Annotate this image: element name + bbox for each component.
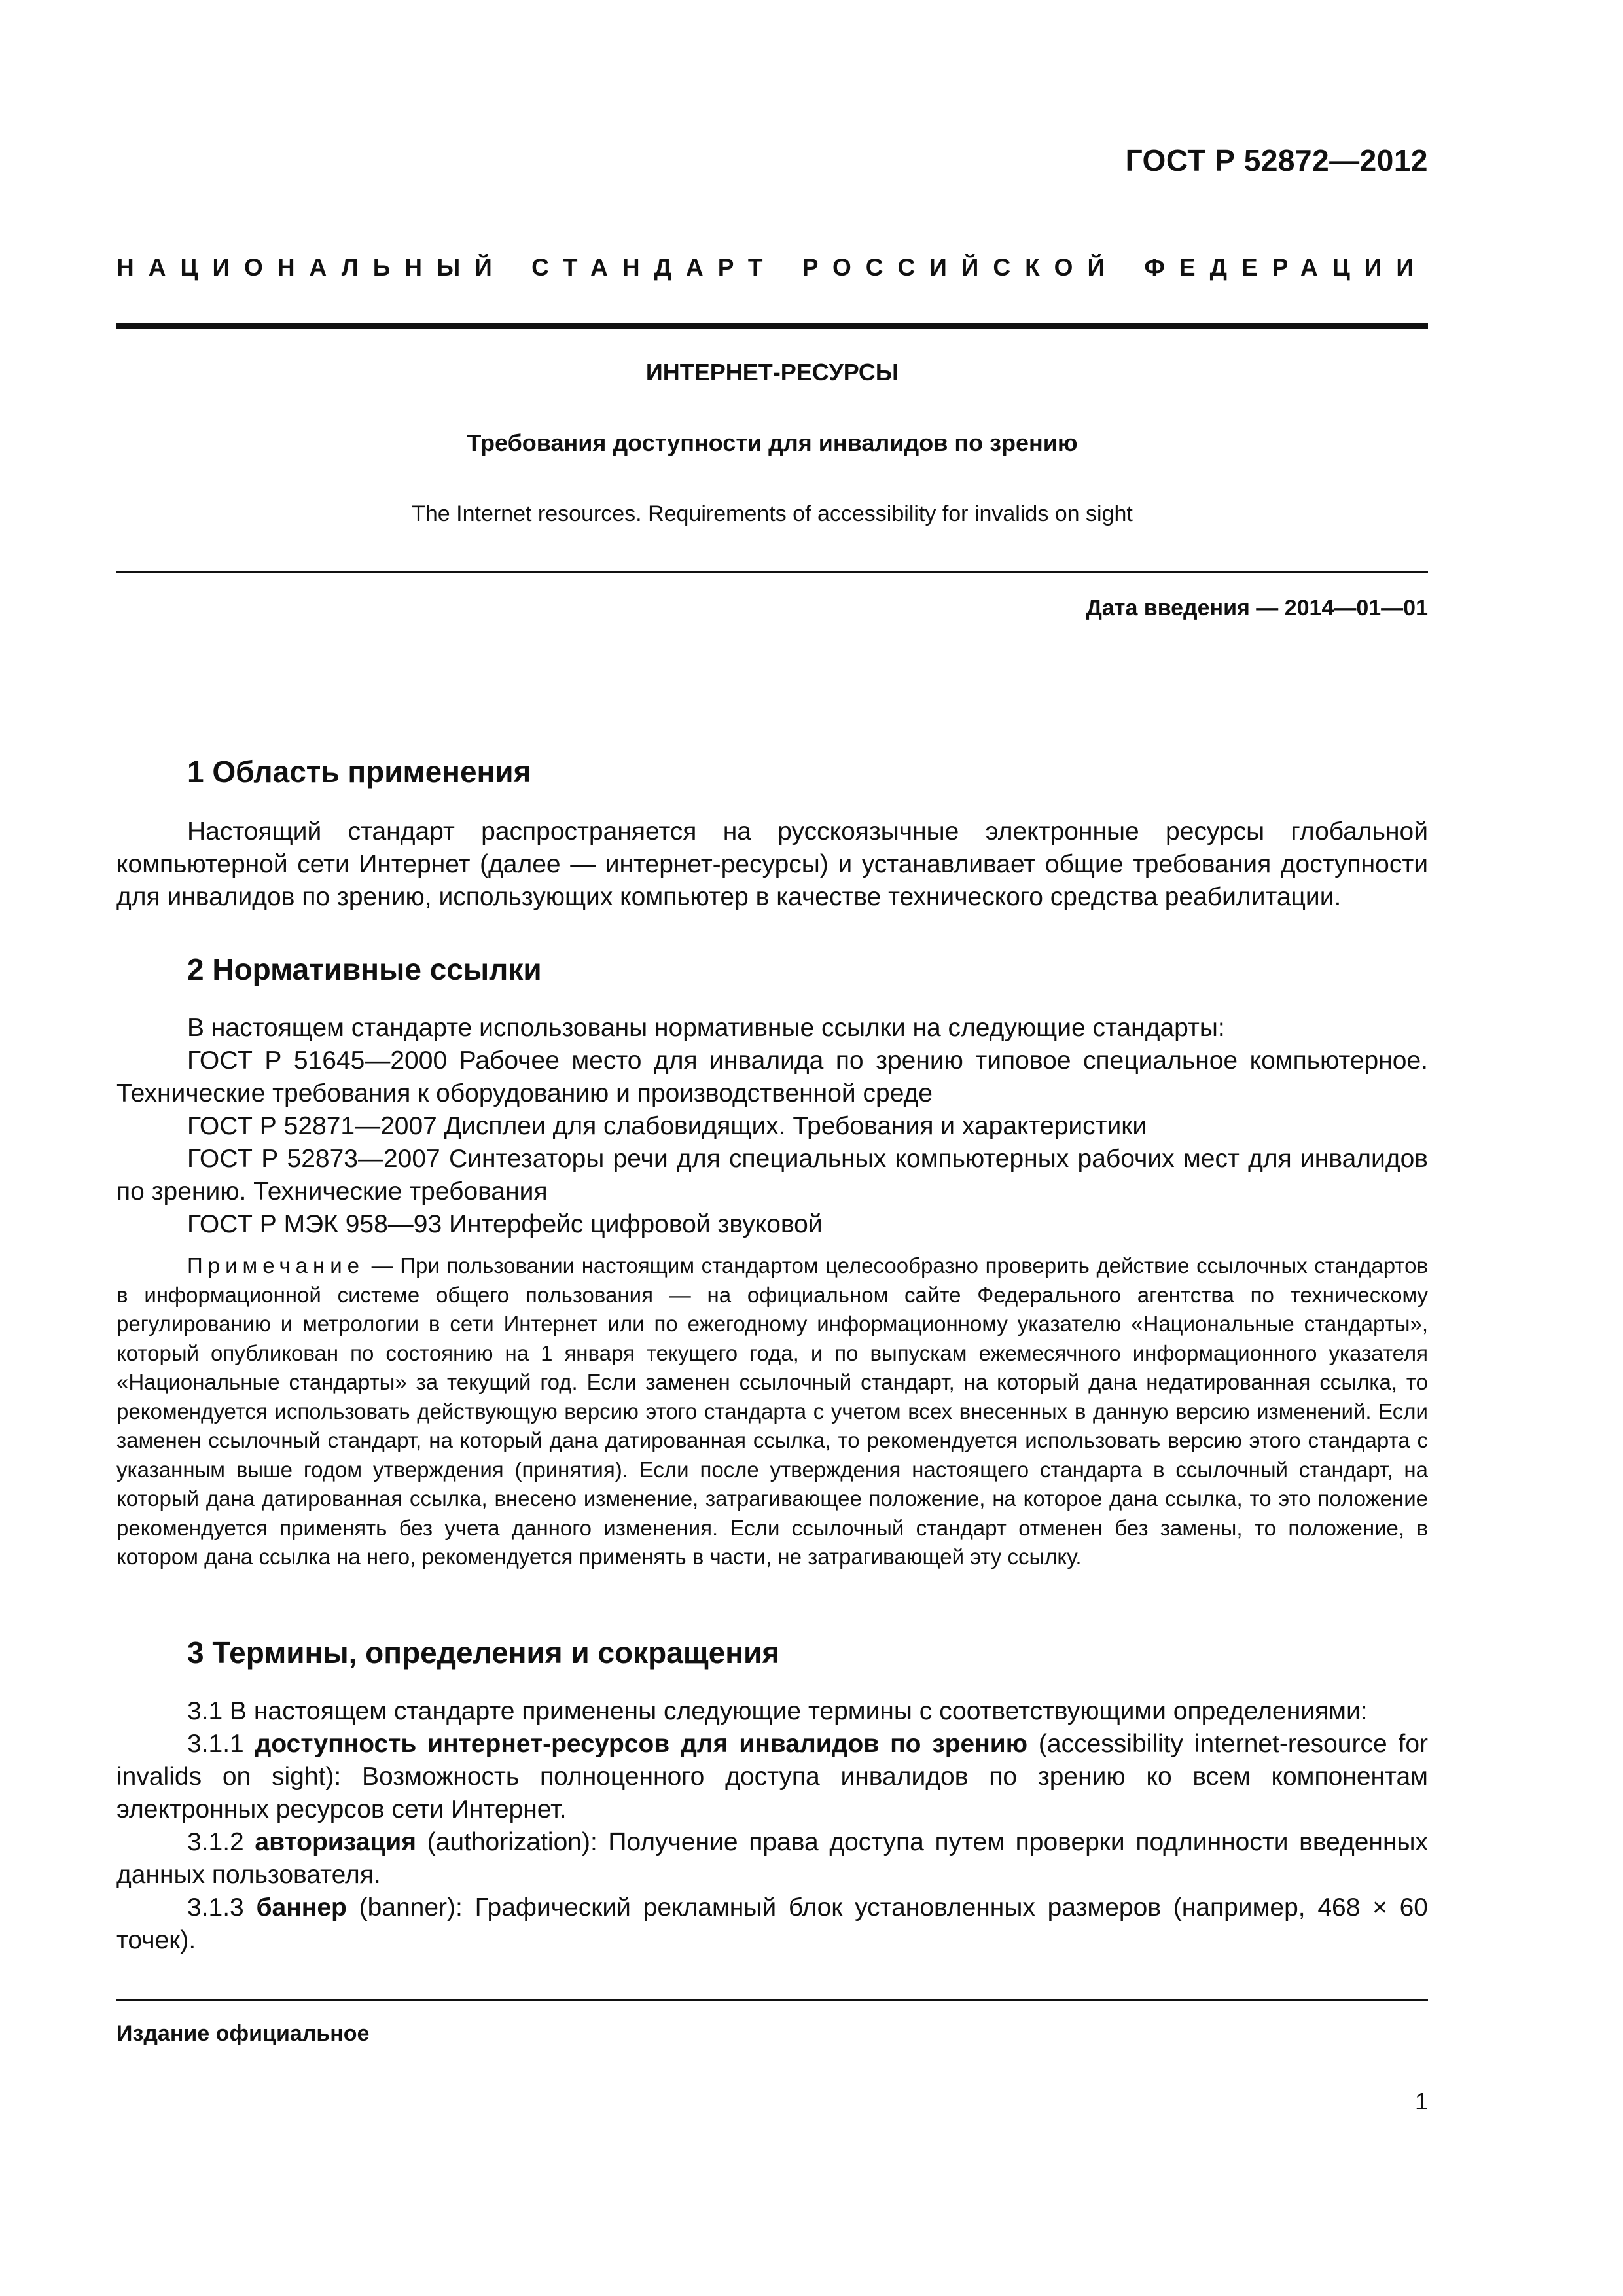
term-definition: (accessibility internet-resource for invalids on sight): Возможность полноценного доступа инвалидов по зрению ко всем компонентам электронных ресурсов сети Интернет. [116,1730,1428,1823]
note-label: Примечание [187,1253,365,1278]
term-number: 3.1.3 [187,1893,257,1922]
national-standard-title: НАЦИОНАЛЬНЫЙ СТАНДАРТ РОССИЙСКОЙ ФЕДЕРАЦИИ [116,254,1428,281]
section-1-body [116,816,1428,914]
term-name: баннер [256,1893,347,1922]
reference-item: ГОСТ Р 52873—2007 Синтезаторы речи для специальных компьютерных рабочих мест для инвалидов по зрению. Технические требования [116,1145,1428,1206]
term-number: 3.1.1 [187,1730,255,1758]
page-number: 1 [1414,2088,1428,2115]
gost-number: ГОСТ Р 52872—2012 [1125,143,1428,177]
term-entry [116,1892,1428,1957]
term-definition: (banner): Графический рекламный блок установленных размеров (например, 468 × 60 точек). [116,1893,1428,1954]
section-3-body [116,1695,1428,1957]
term-entry [116,1826,1428,1892]
section-1-paragraph: Настоящий стандарт распространяется на русскоязычные электронные ресурсы глобальной компьютерной сети Интернет (далее — интернет-ресурсы) и устанавливает общие требования доступности для инвалидов по зрению, использующих компьютер в качестве технического средства реабилитации. [116,817,1428,911]
section-2-body [116,1012,1428,1241]
edition-label: Издание официальное [116,2021,370,2046]
term-number: 3.1.2 [187,1828,255,1856]
header-divider [116,323,1428,329]
reference-item: ГОСТ Р МЭК 958—93 Интерфейс цифровой звуковой [187,1210,823,1238]
note-paragraph [116,1251,1428,1572]
introduction-date: Дата введения — 2014—01—01 [1086,596,1428,620]
reference-item: ГОСТ Р 52871—2007 Дисплеи для слабовидящих. Требования и характеристики [187,1112,1147,1140]
section-1-heading: 1 Область применения [187,755,531,789]
section-2-heading: 2 Нормативные ссылки [187,952,542,986]
section-3-heading: 3 Термины, определения и сокращения [187,1636,780,1670]
note-text: — При пользовании настоящим стандартом целесообразно проверить действие ссылочных стандартов в информационной системе общего пользования — на официальном сайте Федерального агентства по техническому регулированию и метрологии в сети Интернет или по ежегодному информационному указателю «Национальные стандарты», который опубликован по состоянию на 1 января текущего года, и по выпускам ежемесячного информационного указателя «Национальные стандарты» за текущий год. Если заменен ссылочный стандарт, на который дана недатированная ссылка, то рекомендуется использовать действующую версию этого стандарта с учетом всех внесенных в данную версию изменений. Если заменен ссылочный стандарт, на который дана датированная ссылка, то рекомендуется использовать версию этого стандарта с указанным выше годом утверждения (принятия). Если после утверждения настоящего стандарта в ссылочный стандарт, на который дана датированная ссылка, внесено изменение, затрагивающее положение, на которое дана ссылка, то это положение рекомендуется применять без учета данного изменения. Если ссылочный стандарт отменен без замены, то положение, в котором дана ссылка на него, рекомендуется применять в части, не затрагивающей эту ссылку. [116,1253,1428,1569]
section-2-note [116,1251,1428,1572]
footer-divider [116,1999,1428,2001]
title-divider [116,571,1428,573]
term-entry [116,1728,1428,1826]
term-name: доступность интернет-ресурсов для инвалидов по зрению [255,1730,1028,1758]
document-subtitle: Требования доступности для инвалидов по зрению [467,429,1078,456]
term-definition: (authorization): Получение права доступа путем проверки подлинности введенных данных пользователя. [116,1828,1429,1889]
document-title-english: The Internet resources. Requirements of accessibility for invalids on sight [412,501,1133,526]
term-name: авторизация [255,1828,417,1856]
reference-item: ГОСТ Р 51645—2000 Рабочее место для инвалида по зрению типовое специальное компьютерное. Технические требования к оборудованию и производственной среде [116,1047,1428,1107]
section-3-intro: 3.1 В настоящем стандарте применены следующие термины с соответствующими определениями: [187,1697,1368,1725]
document-title: ИНТЕРНЕТ-РЕСУРСЫ [645,359,899,386]
section-2-intro: В настоящем стандарте использованы нормативные ссылки на следующие стандарты: [187,1014,1225,1042]
